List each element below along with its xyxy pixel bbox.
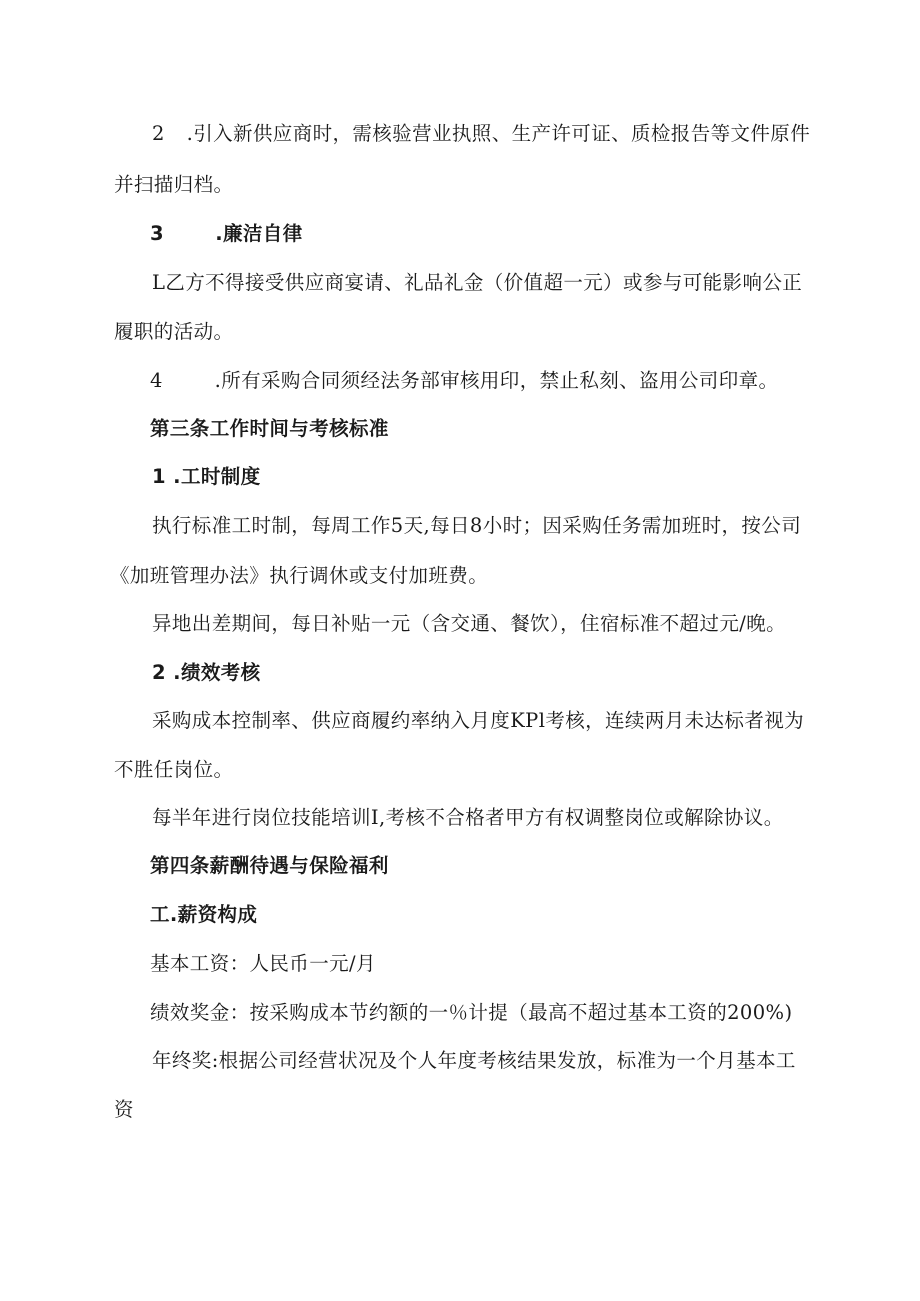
- year-end-bonus-line-1: 年终奖:根据公司经营状况及个人年度考核结果发放，标准为一个月基本工: [152, 1049, 796, 1072]
- basic-salary-line: 基本工资：人民币一元/月: [150, 952, 376, 975]
- item-3-body-line-2: 履职的活动。: [114, 320, 234, 343]
- item-4-row: [150, 368, 778, 394]
- article-3-sub-2-p1-line-1: 采购成本控制率、供应商履约率纳入月度KPl考核，连续两月未达标者视为: [152, 709, 805, 732]
- year-end-bonus-line-2: 资: [114, 1098, 134, 1121]
- article-3-sub-1-p1-line-2: 《加班管理办法》执行调休或支付加班费。: [110, 564, 489, 587]
- article-3-sub-1-p1-line-1: 执行标准工时制，每周工作5天,每日8小时；因采购任务需加班时，按公司: [152, 514, 802, 537]
- item-2-line-2: 并扫描归档。: [114, 173, 234, 196]
- item-2-line-1: [152, 121, 810, 147]
- item-3-body-line-1: L乙方不得接受供应商宴请、礼品礼金（价值超一元）或参与可能影响公正: [152, 271, 803, 294]
- article-4-title: 第四条薪酬待遇与保险福利: [150, 854, 389, 877]
- article-3-sub-2-heading: 2 .绩效考核: [152, 661, 261, 684]
- article-3-title: 第三条工作时间与考核标准: [150, 417, 389, 440]
- article-4-sub-1-heading: 工.薪资构成: [150, 903, 258, 926]
- item-2-text: .引入新供应商时，需核验营业执照、生产许可证、质检报告等文件原件: [186, 122, 811, 145]
- article-3-sub-1-heading: 1 .工时制度: [152, 465, 261, 488]
- article-3-sub-2-p1-line-2: 不胜任岗位。: [114, 758, 234, 781]
- item-3-heading-row: [150, 221, 303, 247]
- item-4-text: .所有采购合同须经法务部审核用印，禁止私刻、盗用公司印章。: [214, 369, 779, 392]
- article-3-sub-1-p2: 异地出差期间，每日补贴一元（含交通、餐饮），住宿标准不超过元/晚。: [152, 612, 787, 635]
- item-3-heading: .廉洁自律: [215, 222, 303, 245]
- article-3-sub-2-p2: 每半年进行岗位技能培训I,考核不合格者甲方有权调整岗位或解除协议。: [152, 806, 784, 829]
- item-4-number: 4: [150, 369, 163, 392]
- item-3-number: 3: [150, 222, 164, 245]
- item-2-number: 2: [152, 122, 165, 145]
- performance-bonus-line: 绩效奖金：按采购成本节约额的一％计提（最高不超过基本工资的200%): [150, 1001, 793, 1024]
